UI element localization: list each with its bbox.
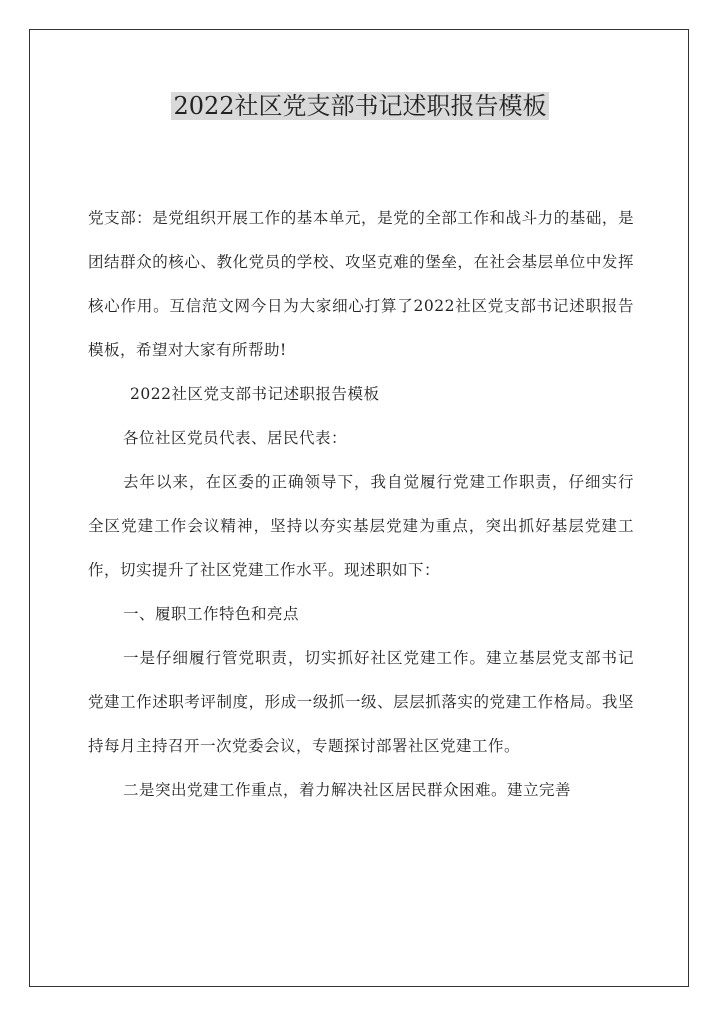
body-paragraph: 一是仔细履行管党职责，切实抓好社区党建工作。建立基层党支部书记党建工作述职考评制度，形成一级抓一级、层层抓落实的党建工作格局。我坚持每月主持召开一次党委会议，专题探讨部署社区党建工作。 xyxy=(88,649,634,755)
report-subtitle: 2022社区党支部书记述职报告模板 xyxy=(130,385,380,403)
document-title-text: 2022社区党支部书记述职报告模板 xyxy=(173,92,547,120)
salutation: 各位社区党员代表、居民代表： xyxy=(123,429,348,447)
document-title xyxy=(0,88,720,124)
document-body xyxy=(88,196,634,812)
section-heading: 一、履职工作特色和亮点 xyxy=(123,605,300,623)
body-paragraph: 去年以来，在区委的正确领导下，我自觉履行党建工作职责，仔细实行全区党建工作会议精神，坚持以夯实基层党建为重点，突出抓好基层党建工作，切实提升了社区党建工作水平。现述职如下： xyxy=(88,473,634,579)
body-paragraph: 二是突出党建工作重点，着力解决社区居民群众困难。建立完善 xyxy=(123,781,572,799)
intro-paragraph: 党支部：是党组织开展工作的基本单元，是党的全部工作和战斗力的基础，是团结群众的核心、教化党员的学校、攻坚克难的堡垒，在社会基层单位中发挥核心作用。互信范文网今日为大家细心打算了2022社区党支部书记述职报告模板，希望对大家有所帮助! xyxy=(88,209,634,359)
